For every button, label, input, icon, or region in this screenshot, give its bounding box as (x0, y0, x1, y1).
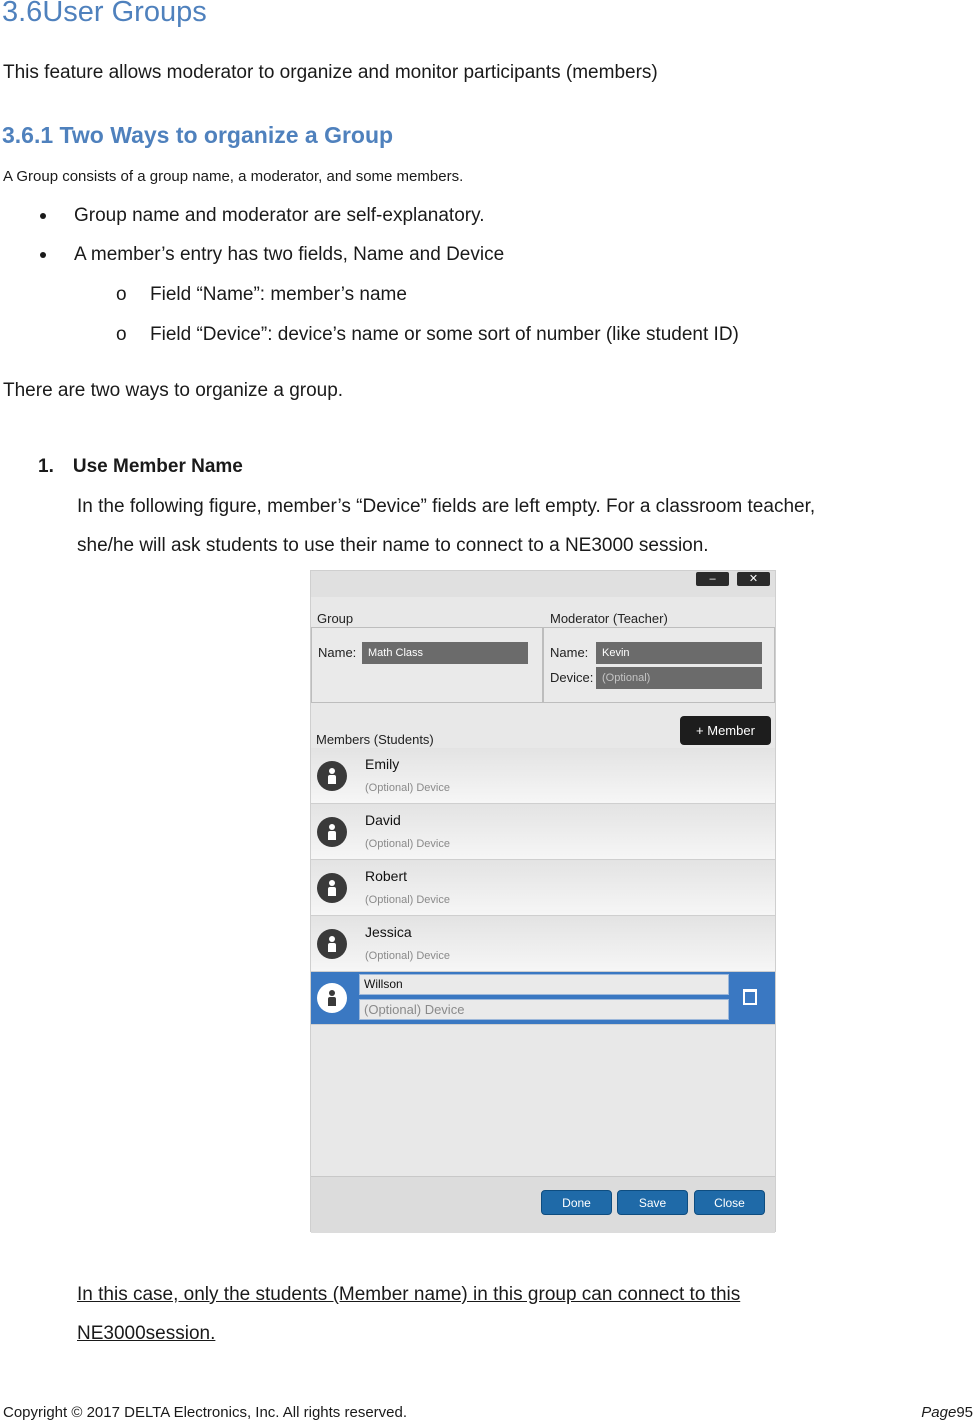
group-label: Group (317, 611, 354, 626)
member-row[interactable] (311, 804, 775, 860)
group-definition: A Group consists of a group name, a moderator, and some members. (3, 168, 464, 185)
moderator-name-label: Name: (550, 645, 589, 660)
panel-footer (311, 1176, 775, 1233)
selected-member-row[interactable] (311, 972, 775, 1025)
member-name-input[interactable]: Willson (359, 974, 729, 995)
step-heading: 1. Use Member Name (38, 456, 243, 477)
moderator-label: Moderator (Teacher) (550, 611, 668, 626)
person-icon (317, 817, 347, 847)
bullet-dot-icon (40, 213, 46, 219)
member-name: David (365, 812, 401, 828)
member-device-input[interactable]: (Optional) Device (359, 999, 729, 1020)
member-device: (Optional) Device (365, 950, 450, 962)
step-text-line2: she/he will ask students to use their name to connect to a NE3000 session. (77, 535, 709, 556)
group-name-input[interactable]: Math Class (362, 642, 528, 664)
member-row[interactable] (311, 860, 775, 916)
conclusion-line1: In this case, only the students (Member name) in this group can connect to this (77, 1284, 741, 1305)
moderator-box (543, 627, 775, 703)
sub-bullet-item: o Field “Name”: member’s name (116, 284, 407, 305)
intro-text: This feature allows moderator to organize and monitor participants (members) (3, 62, 658, 83)
sub-bullet-item: o Field “Device”: device’s name or some sort of number (like student ID) (116, 324, 739, 345)
minimize-icon[interactable]: – (696, 572, 729, 586)
footer-copyright: Copyright © 2017 DELTA Electronics, Inc. All rights reserved. (3, 1404, 408, 1421)
member-name: Robert (365, 868, 408, 884)
conclusion-line2: NE3000session. (77, 1323, 216, 1344)
member-device: (Optional) Device (365, 894, 450, 906)
person-icon (317, 873, 347, 903)
done-button[interactable]: Done (541, 1190, 612, 1215)
moderator-name-input[interactable]: Kevin (596, 642, 762, 664)
add-member-button[interactable]: + Member (680, 716, 771, 745)
group-editor-screenshot (310, 570, 776, 1232)
save-button[interactable]: Save (617, 1190, 688, 1215)
member-device: (Optional) Device (365, 782, 450, 794)
close-button[interactable]: Close (694, 1190, 765, 1215)
footer-page: Page95 (921, 1404, 973, 1421)
panel-titlebar (311, 571, 775, 597)
person-icon (317, 929, 347, 959)
group-name-label: Name: (318, 645, 357, 660)
member-name: Emily (365, 756, 400, 772)
member-row[interactable] (311, 916, 775, 972)
bullet-item: Group name and moderator are self-explanatory. (40, 205, 484, 227)
circle-bullet-icon: o (116, 324, 127, 345)
circle-bullet-icon: o (116, 284, 127, 305)
subsection-heading: 3.6.1 Two Ways to organize a Group (2, 122, 394, 148)
person-icon (317, 983, 347, 1013)
person-icon (317, 761, 347, 791)
section-heading: 3.6User Groups (2, 0, 207, 28)
members-list (311, 748, 775, 1025)
member-name: Jessica (365, 924, 412, 940)
two-ways-text: There are two ways to organize a group. (3, 380, 344, 401)
bullet-dot-icon (40, 252, 46, 258)
member-device: (Optional) Device (365, 838, 450, 850)
moderator-device-input[interactable]: (Optional) (596, 667, 762, 689)
trash-icon[interactable] (743, 989, 757, 1005)
bullet-item: A member’s entry has two fields, Name and Device (40, 244, 504, 266)
group-box (311, 627, 543, 703)
close-icon[interactable]: ✕ (737, 572, 770, 586)
members-label: Members (Students) (316, 732, 434, 747)
step-text-line1: In the following figure, member’s “Device” fields are left empty. For a classroom teacher, (77, 496, 816, 517)
moderator-device-label: Device: (550, 670, 594, 685)
member-row[interactable] (311, 748, 775, 804)
